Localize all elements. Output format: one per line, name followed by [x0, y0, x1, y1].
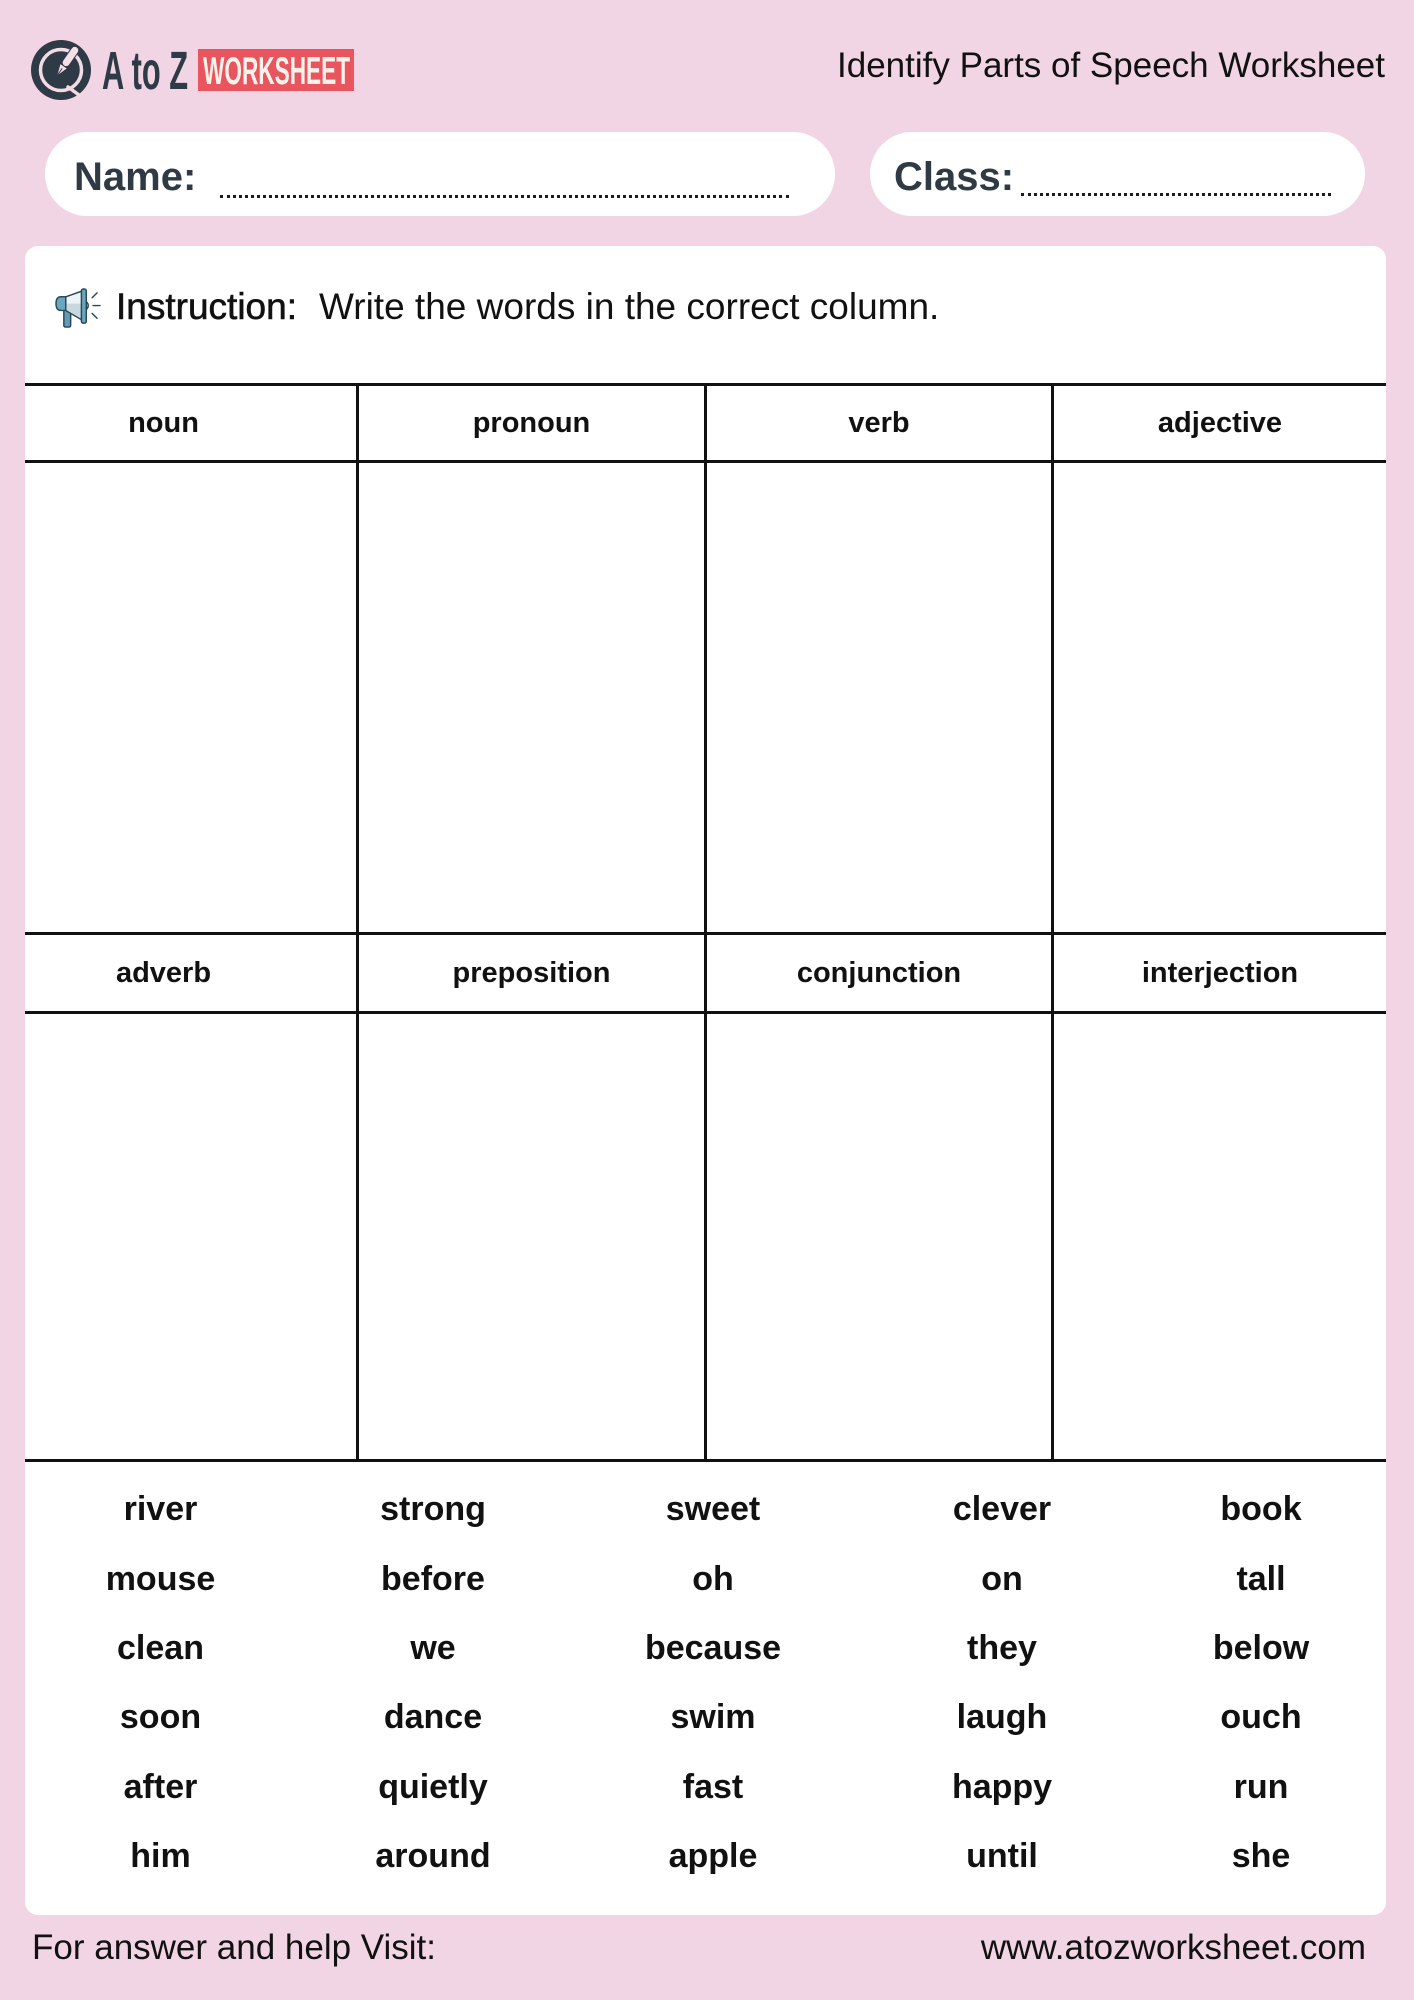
answer-cell-noun[interactable] — [25, 463, 356, 932]
word-bank-item: book — [1220, 1490, 1302, 1529]
word-bank — [25, 1475, 1374, 1891]
table-header-row — [25, 932, 1386, 1011]
word-bank-item: fast — [682, 1767, 744, 1806]
page-title: Identify Parts of Speech Worksheet — [837, 46, 1385, 85]
brand-badge — [198, 49, 354, 91]
word-bank-item: mouse — [105, 1559, 216, 1598]
footer-website-link[interactable]: www.atozworksheet.com — [980, 1928, 1366, 1967]
column-header-conjunction: conjunction — [704, 935, 1051, 1011]
word-bank-item: ouch — [1220, 1698, 1302, 1737]
word-bank-item: apple — [668, 1837, 758, 1876]
table-answer-row — [25, 460, 1386, 932]
column-header-preposition: preposition — [356, 935, 704, 1011]
megaphone-icon — [54, 288, 101, 329]
word-bank-item: until — [966, 1837, 1038, 1876]
column-header-noun: noun — [128, 406, 199, 439]
word-bank-item: soon — [119, 1698, 202, 1737]
column-header-interjection: interjection — [1051, 935, 1386, 1011]
word-bank-item: after — [123, 1767, 198, 1806]
word-bank-item: they — [967, 1628, 1037, 1667]
word-bank-item: we — [410, 1628, 456, 1667]
class-label: Class: — [894, 155, 1015, 199]
instruction-text: Write the words in the correct column. — [319, 286, 940, 327]
column-header-adjective: adjective — [1051, 386, 1386, 460]
table-answer-row — [25, 1011, 1386, 1462]
answer-cell-interjection[interactable] — [1051, 1014, 1386, 1459]
word-bank-item: oh — [692, 1559, 734, 1598]
table-header-row — [25, 383, 1386, 460]
worksheet-card — [25, 246, 1386, 1915]
brand-badge-text: WORKSHEET — [203, 50, 351, 93]
word-bank-item: quietly — [378, 1767, 488, 1806]
brand-text: A to Z — [102, 41, 189, 101]
name-field-container — [45, 132, 835, 216]
answer-cell-pronoun[interactable] — [356, 463, 704, 932]
word-bank-item: laugh — [956, 1698, 1048, 1737]
word-bank-item: swim — [670, 1698, 756, 1737]
pen-circle-logo-icon — [31, 40, 91, 100]
word-bank-item: around — [375, 1837, 491, 1876]
word-bank-item: him — [130, 1837, 191, 1876]
instruction-label: Instruction: — [116, 286, 297, 327]
answer-cell-verb[interactable] — [704, 463, 1051, 932]
word-bank-item: below — [1212, 1628, 1310, 1667]
word-bank-item: run — [1233, 1767, 1289, 1806]
footer-help-text: For answer and help Visit: — [32, 1928, 437, 1967]
word-bank-item: happy — [951, 1767, 1053, 1806]
column-header-adverb: adverb — [115, 956, 212, 989]
word-bank-item: on — [981, 1559, 1023, 1598]
column-header-verb: verb — [704, 386, 1051, 460]
answer-cell-adjective[interactable] — [1051, 463, 1386, 932]
word-bank-item: before — [381, 1559, 485, 1598]
answer-cell-preposition[interactable] — [356, 1014, 704, 1459]
word-bank-item: sweet — [665, 1490, 761, 1529]
column-header-pronoun: pronoun — [356, 386, 704, 460]
answer-table — [25, 383, 1386, 1462]
name-label: Name: — [74, 155, 197, 199]
word-bank-item: she — [1231, 1837, 1291, 1876]
word-bank-item: river — [123, 1490, 198, 1529]
answer-cell-adverb[interactable] — [25, 1014, 356, 1459]
word-bank-item: clean — [117, 1628, 204, 1667]
word-bank-item: tall — [1236, 1559, 1286, 1598]
word-bank-item: dance — [383, 1698, 483, 1737]
name-field[interactable] — [220, 195, 789, 198]
class-field[interactable] — [1021, 193, 1331, 196]
class-field-container — [870, 132, 1365, 216]
word-bank-item: strong — [380, 1490, 486, 1529]
answer-cell-conjunction[interactable] — [704, 1014, 1051, 1459]
word-bank-item: because — [644, 1628, 782, 1667]
word-bank-item: clever — [952, 1490, 1052, 1529]
